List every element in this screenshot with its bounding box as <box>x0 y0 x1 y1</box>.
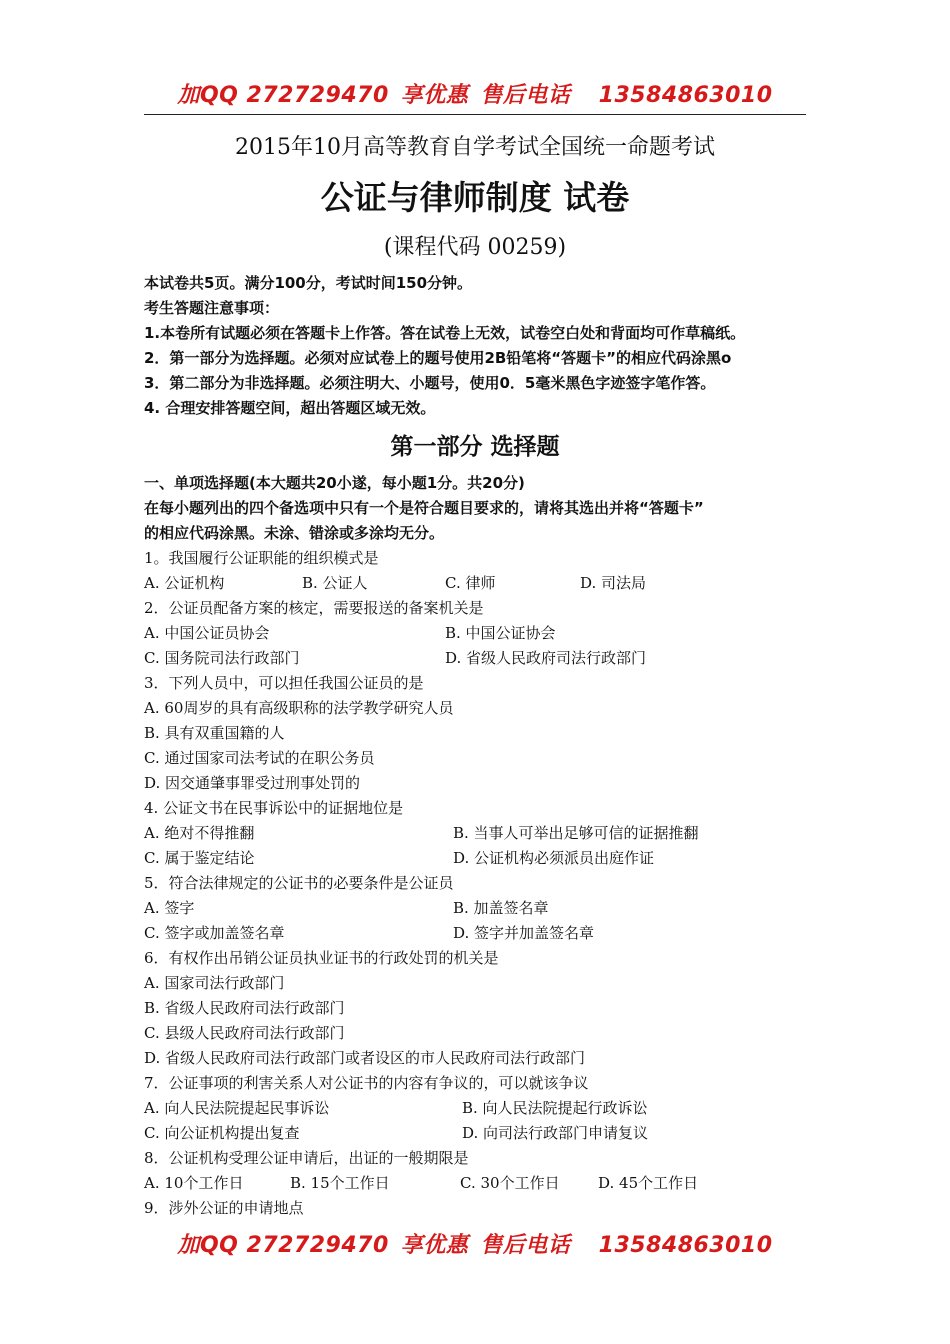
option-a: A. 向人民法院提起民事诉讼 <box>144 1099 330 1117</box>
section-heading: 一、单项选择题(本大题共20小遂，每小题1分。共20分) <box>144 474 525 492</box>
option-b: B. 向人民法院提起行政诉讼 <box>462 1099 648 1117</box>
option-d: D. 签字并加盖签名章 <box>453 924 595 942</box>
option-c: C. 律师 <box>445 574 496 592</box>
question-stem: 6．有权作出吊销公证员执业证书的行政处罚的机关是 <box>144 949 499 967</box>
option-c: C. 县级人民政府司法行政部门 <box>144 1024 345 1042</box>
question-stem: 1。我国履行公证职能的组织模式是 <box>144 549 379 567</box>
ad-phone: 13584863010 <box>598 83 773 108</box>
ad-qq: 加QQ 272729470 <box>177 83 389 108</box>
exam-title: 公证与律师制度 试卷 <box>320 178 630 217</box>
option-d: D. 省级人民政府司法行政部门 <box>445 649 647 667</box>
option-c: C. 30个工作日 <box>460 1174 560 1192</box>
option-b: B. 加盖签名章 <box>453 899 549 917</box>
option-a: A. 10个工作日 <box>144 1174 244 1192</box>
ad-phone-label: 售后电话 <box>480 1233 571 1258</box>
option-c: C. 属于鉴定结论 <box>144 849 255 867</box>
ad-phone-label: 售后电话 <box>480 83 571 108</box>
course-code: (课程代码 00259) <box>383 235 567 260</box>
option-a: A. 公证机构 <box>144 574 225 592</box>
option-d: D. 司法局 <box>580 574 647 592</box>
option-d: D. 公证机构必须派员出庭作证 <box>453 849 655 867</box>
option-c: C. 签字或加盖签名章 <box>144 924 285 942</box>
note-item: 4. 合理安排答题空间，超出答题区域无效。 <box>144 399 436 417</box>
option-a: A. 绝对不得推翻 <box>144 824 255 842</box>
option-a: A. 60周岁的具有高级职称的法学教学研究人员 <box>144 699 454 717</box>
ad-promo: 享优惠 <box>400 1233 469 1258</box>
option-d: D. 向司法行政部门申请复议 <box>462 1124 649 1142</box>
option-d: D. 省级人民政府司法行政部门或者设区的市人民政府司法行政部门 <box>144 1049 586 1067</box>
ad-banner-top <box>0 78 950 109</box>
option-c: C. 通过国家司法考试的在职公务员 <box>144 749 375 767</box>
option-d: D. 因交通肇事罪受过刑事处罚的 <box>144 774 361 792</box>
ad-banner-bottom <box>0 1228 950 1259</box>
section-instruction: 在每小题列出的四个备选项中只有一个是符合题目要求的，请将其选出并将“答题卡” <box>144 499 704 517</box>
note-item: 2．第一部分为选择题。必须对应试卷上的题号使用2B铅笔将“答题卡”的相应代码涂黑o <box>144 349 732 367</box>
part-title: 第一部分 选择题 <box>390 434 560 460</box>
option-c: C. 国务院司法行政部门 <box>144 649 300 667</box>
question-stem: 7．公证事项的利害关系人对公证书的内容有争议的，可以就该争议 <box>144 1074 589 1092</box>
ad-qq: 加QQ 272729470 <box>177 1233 389 1258</box>
question-stem: 5．符合法律规定的公证书的必要条件是公证员 <box>144 874 454 892</box>
option-b: B. 当事人可举出足够可信的证据推翻 <box>453 824 699 842</box>
question-stem: 2．公证员配备方案的核定，需要报送的备案机关是 <box>144 599 484 617</box>
option-a: A. 签字 <box>144 899 195 917</box>
option-d: D. 45个工作日 <box>598 1174 699 1192</box>
note-item: 1.本卷所有试题必须在答题卡上作答。答在试卷上无效，试卷空白处和背面均可作草稿纸。 <box>144 324 746 342</box>
ad-phone: 13584863010 <box>598 1233 773 1258</box>
option-b: B. 公证人 <box>302 574 368 592</box>
option-a: A. 中国公证员协会 <box>144 624 270 642</box>
option-b: B. 中国公证协会 <box>445 624 556 642</box>
question-stem: 3．下列人员中，可以担任我国公证员的是 <box>144 674 424 692</box>
notes-heading: 考生答题注意事项： <box>144 299 280 317</box>
exam-header: 2015年10月高等教育自学考试全国统一命题考试 <box>235 135 715 160</box>
header-divider <box>144 114 806 115</box>
option-a: A. 国家司法行政部门 <box>144 974 285 992</box>
note-item: 3．第二部分为非选择题。必须注明大、小题号，使用0．5毫米黑色字迹签字笔作答。 <box>144 374 716 392</box>
option-b: B. 具有双重国籍的人 <box>144 724 285 742</box>
option-b: B. 省级人民政府司法行政部门 <box>144 999 345 1017</box>
section-instruction: 的相应代码涂黑。未涂、错涂或多涂均无分。 <box>144 524 445 542</box>
question-stem: 9．涉外公证的申请地点 <box>144 1199 304 1217</box>
option-c: C. 向公证机构提出复查 <box>144 1124 300 1142</box>
option-b: B. 15个工作日 <box>290 1174 390 1192</box>
exam-intro: 本试卷共5页。满分100分，考试时间150分钟。 <box>144 274 473 292</box>
question-stem: 8．公证机构受理公证申请后，出证的一般期限是 <box>144 1149 469 1167</box>
question-stem: 4. 公证文书在民事诉讼中的证据地位是 <box>144 799 404 817</box>
ad-promo: 享优惠 <box>400 83 469 108</box>
